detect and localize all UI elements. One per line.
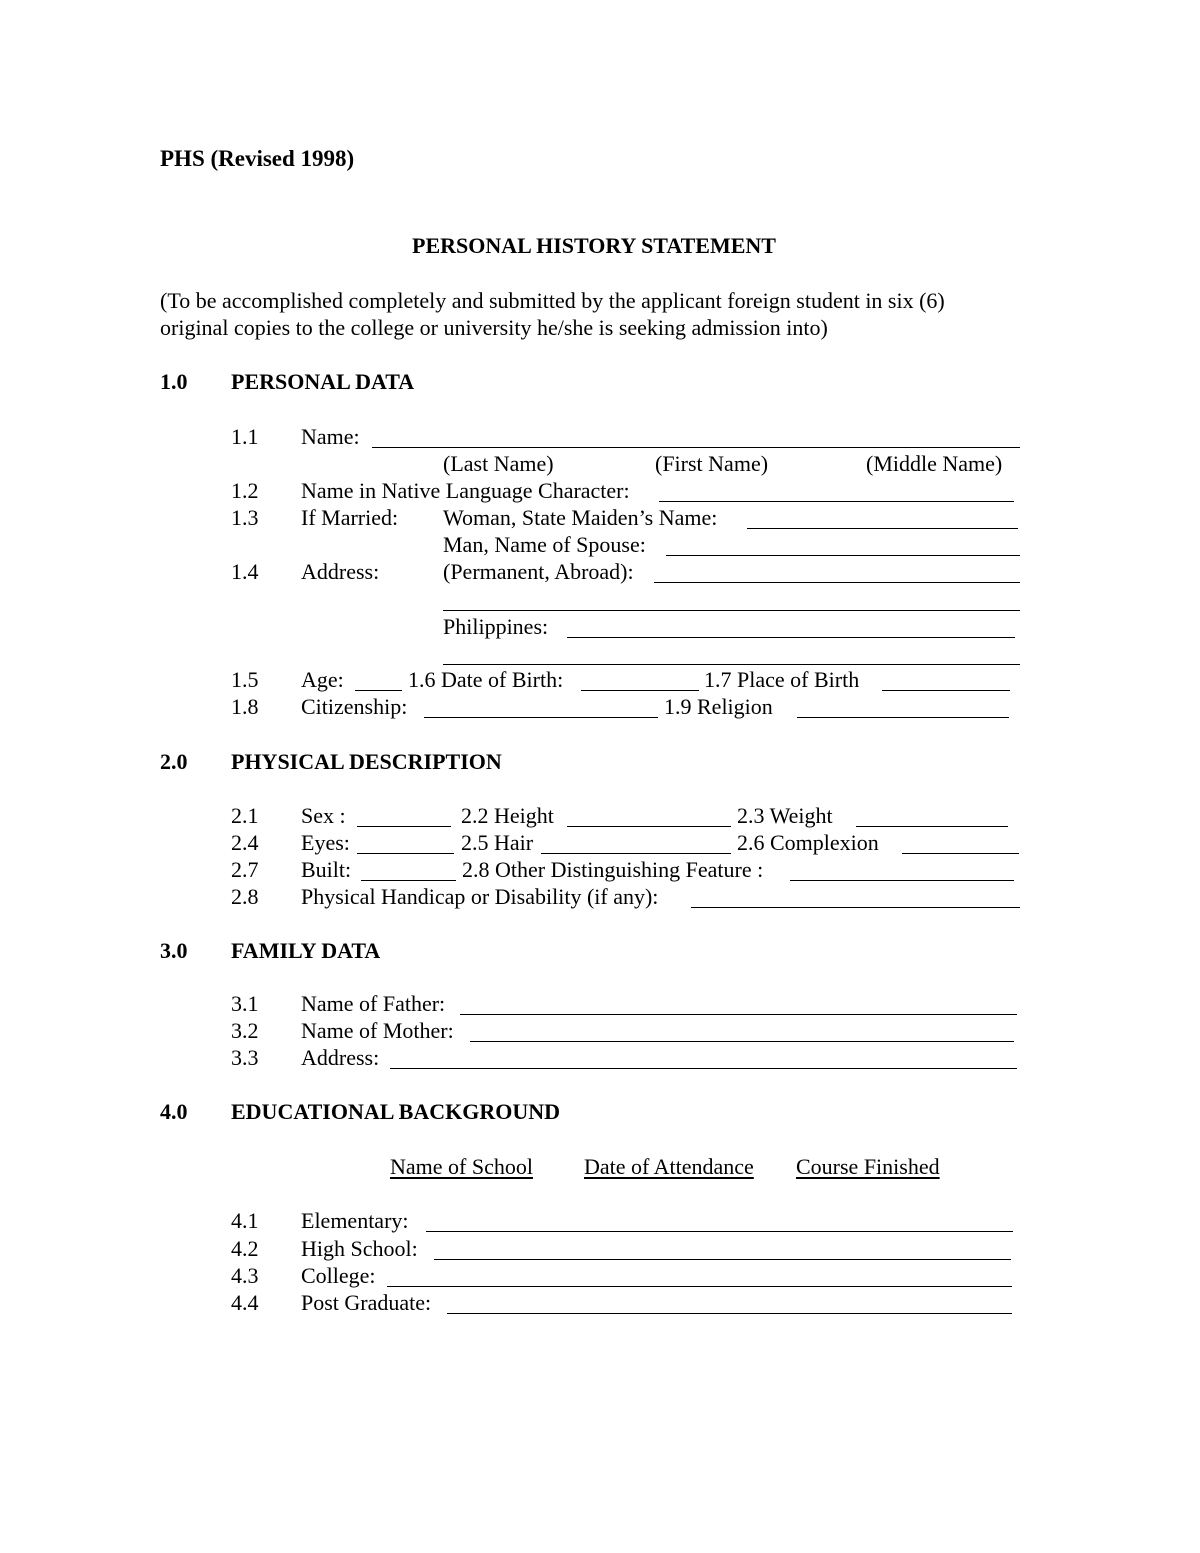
sex-field[interactable] — [357, 826, 451, 827]
family-address-field[interactable] — [390, 1068, 1017, 1069]
field-1-1-label: Name: — [301, 424, 360, 449]
field-3-1-label: Name of Father: — [301, 991, 446, 1016]
field-1-4-number: 1.4 — [231, 559, 259, 584]
field-1-5-label: Age: — [301, 667, 344, 692]
instructions-line-1: (To be accomplished completely and submitted by the applicant foreign student in six (6) — [160, 288, 945, 313]
section-2-number: 2.0 — [160, 749, 188, 774]
native-name-field[interactable] — [659, 501, 1014, 502]
address-abroad-field[interactable] — [654, 582, 1020, 583]
distinguishing-feature-field[interactable] — [790, 880, 1014, 881]
field-1-9-label: 1.9 Religion — [664, 694, 773, 719]
field-4-4-label: Post Graduate: — [301, 1290, 432, 1315]
spouse-name-field[interactable] — [666, 555, 1020, 556]
field-4-2-number: 4.2 — [231, 1236, 259, 1261]
field-3-2-label: Name of Mother: — [301, 1018, 454, 1043]
name-sub-first: (First Name) — [655, 451, 769, 476]
built-field[interactable] — [361, 880, 456, 881]
address-ph-field[interactable] — [567, 637, 1015, 638]
field-1-8-number: 1.8 — [231, 694, 259, 719]
field-1-8-label: Citizenship: — [301, 694, 408, 719]
field-1-3-label: If Married: — [301, 505, 399, 530]
section-2-title: PHYSICAL DESCRIPTION — [231, 749, 502, 774]
column-name-of-school: Name of School — [390, 1154, 533, 1179]
section-3-number: 3.0 — [160, 938, 188, 963]
section-4-number: 4.0 — [160, 1099, 188, 1124]
post-graduate-field[interactable] — [447, 1313, 1012, 1314]
citizenship-field[interactable] — [424, 717, 658, 718]
spouse-name-label: Man, Name of Spouse: — [443, 532, 646, 557]
name-sub-middle: (Middle Name) — [866, 451, 1003, 476]
address-ph-label: Philippines: — [443, 614, 549, 639]
field-1-5-number: 1.5 — [231, 667, 259, 692]
eyes-field[interactable] — [357, 853, 454, 854]
field-3-3-number: 3.3 — [231, 1045, 259, 1070]
field-2-1-number: 2.1 — [231, 803, 259, 828]
field-1-1-number: 1.1 — [231, 424, 259, 449]
field-2-6-label: 2.6 Complexion — [737, 830, 879, 855]
maiden-name-label: Woman, State Maiden’s Name: — [443, 505, 718, 530]
field-3-2-number: 3.2 — [231, 1018, 259, 1043]
hair-field[interactable] — [541, 853, 731, 854]
name-field[interactable] — [372, 447, 1020, 448]
mother-name-field[interactable] — [470, 1041, 1014, 1042]
field-4-1-number: 4.1 — [231, 1208, 259, 1233]
field-3-1-number: 3.1 — [231, 991, 259, 1016]
college-field[interactable] — [387, 1286, 1012, 1287]
field-4-3-number: 4.3 — [231, 1263, 259, 1288]
high-school-field[interactable] — [434, 1259, 1011, 1260]
column-date-of-attendance: Date of Attendance — [584, 1154, 754, 1179]
page-title: PERSONAL HISTORY STATEMENT — [412, 233, 776, 258]
elementary-field[interactable] — [426, 1231, 1013, 1232]
age-field[interactable] — [355, 690, 402, 691]
field-2-4-number: 2.4 — [231, 830, 259, 855]
field-1-4-label: Address: — [301, 559, 380, 584]
field-2-1-label: Sex : — [301, 803, 346, 828]
section-1-number: 1.0 — [160, 369, 188, 394]
field-2-8-label: Physical Handicap or Disability (if any): — [301, 884, 659, 909]
maiden-name-field[interactable] — [747, 528, 1018, 529]
instructions-line-2: original copies to the college or university he/she is seeking admission into) — [160, 315, 828, 340]
date-of-birth-field[interactable] — [581, 690, 699, 691]
address-ph-field-2[interactable] — [443, 664, 1020, 665]
section-4-title: EDUCATIONAL BACKGROUND — [231, 1099, 561, 1124]
field-4-2-label: High School: — [301, 1236, 418, 1261]
field-2-3-label: 2.3 Weight — [737, 803, 833, 828]
father-name-field[interactable] — [460, 1014, 1017, 1015]
field-2-8-number: 2.8 — [231, 884, 259, 909]
complexion-field[interactable] — [902, 853, 1019, 854]
weight-field[interactable] — [856, 826, 1008, 827]
section-3-title: FAMILY DATA — [231, 938, 381, 963]
field-2-4-label: Eyes: — [301, 830, 350, 855]
field-1-7-label: 1.7 Place of Birth — [704, 667, 860, 692]
field-1-2-number: 1.2 — [231, 478, 259, 503]
religion-field[interactable] — [797, 717, 1009, 718]
handicap-field[interactable] — [691, 907, 1020, 908]
field-1-6-label: 1.6 Date of Birth: — [408, 667, 564, 692]
section-1-title: PERSONAL DATA — [231, 369, 415, 394]
field-2-7-number: 2.7 — [231, 857, 259, 882]
address-abroad-label: (Permanent, Abroad): — [443, 559, 634, 584]
field-4-4-number: 4.4 — [231, 1290, 259, 1315]
field-3-3-label: Address: — [301, 1045, 380, 1070]
form-code: PHS (Revised 1998) — [160, 146, 355, 171]
field-4-1-label: Elementary: — [301, 1208, 409, 1233]
place-of-birth-field[interactable] — [882, 690, 1010, 691]
field-4-3-label: College: — [301, 1263, 376, 1288]
field-2-8-other-label: 2.8 Other Distinguishing Feature : — [462, 857, 764, 882]
field-2-2-label: 2.2 Height — [461, 803, 554, 828]
field-2-5-label: 2.5 Hair — [461, 830, 534, 855]
field-1-2-label: Name in Native Language Character: — [301, 478, 630, 503]
height-field[interactable] — [567, 826, 731, 827]
field-1-3-number: 1.3 — [231, 505, 259, 530]
field-2-7-label: Built: — [301, 857, 352, 882]
name-sub-last: (Last Name) — [443, 451, 554, 476]
address-abroad-field-2[interactable] — [443, 610, 1020, 611]
column-course-finished: Course Finished — [796, 1154, 940, 1179]
